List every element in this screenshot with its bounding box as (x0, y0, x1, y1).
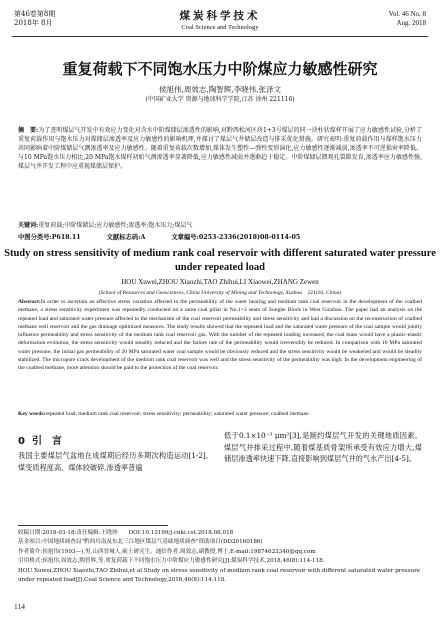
footnote-citation-zh: 引用格式:侯旭伟,周效志,陶智辉,等.重复荷载下不同饱水压力中阶煤应力敏感性研究[J].煤炭科学技术,2018,46(8):114-118. (18, 558, 325, 565)
header-right (389, 10, 426, 28)
abstract-en (18, 298, 422, 373)
affiliation-line: (中国矿业大学 资源与地球科学学院,江苏 徐州 221116) (145, 96, 295, 103)
intro-text-right: 低于0.1×10⁻³ μm²[3],是制约煤层气开发的关键地质因素。煤层气井排采过程中,随着煤基质骨架所承受有效应力增大,煤储层渗透率快速下降,直接影响到煤层气井的气水产出[4-5]。 (224, 431, 422, 463)
abstract-en-label: Abstract: (18, 299, 41, 305)
keywords-en-label: Key words: (18, 411, 46, 417)
paper-title-en: Study on stress sensitivity of medium rank coal reservoir with different saturated water pressure under repeated load (4, 248, 436, 273)
abstract-zh-label: 摘 要: (18, 127, 39, 134)
paper-title-zh: 重复荷载下不同饱水压力中阶煤应力敏感性研究 (62, 60, 378, 78)
footnote-citation-en: HOU Xuwei,ZHOU Xiaozhi,TAO Zhihui,et al.Study on stress sensitivity of medium rank coal reservoir with different saturated water pressure under repeated load[J].Coal Science and Technology,2018,46(8):114-118. (18, 567, 421, 584)
affiliation-en: (School of Resources and Geosciences, China University of Mining and Technology, Xuzhou 221116, China) (98, 290, 342, 296)
abstract-zh-text: 为了查明煤层气开发中有效应力变化对含水中阶煤储层渗透性的影响,对黔西松河区块1+3号煤层的同一块柱状煤样开展了应力敏感性试验,分析了重复荷载作用与饱水压力对煤储层渗透率及应力敏感性的影响机理,并探讨了煤层气井储层改造与排采优化措施。研究表明:重复荷载作用与煤样饱水压力共同影响着中阶煤储层气测渗透率及应力敏感性。随着重复荷载次数增加,煤体发生塑性—弹性变形演化,应力敏感性逐渐减弱,渗透率不可逆损害率降低。与10 MPa饱水压力相比,20 MPa饱水煤样初始气测渗透率显著降低,应力敏感性减弱并逐渐趋于稳定。中阶煤储层微观孔裂隙发育,渗透率应力敏感性强,煤层气井开发工程中应重视煤储层保护。 (18, 127, 422, 171)
authors-zh: 侯旭伟,周效志,陶智辉,李晓伟,张泽文 (158, 85, 282, 94)
footnote-funding: 基金项目:中国地质调查局"黔西川南及东北三江地区煤层气基础地质调查"资助项目(DD20160186) (18, 539, 263, 546)
journal-title-zh: 煤炭科学技术 (179, 10, 261, 22)
header-center (0, 8, 440, 31)
keywords-en (18, 410, 422, 418)
keywords-zh (18, 221, 422, 230)
date-zh: 2018年 8月 (14, 19, 53, 27)
section-heading (18, 432, 62, 447)
article-number: 文章编号:0253-2336(2018)08-0114-05 (171, 234, 301, 241)
abstract-zh (18, 126, 422, 171)
authors-en: HOU Xuwei,ZHOU Xiaozhi,TAO Zhihui,LI Xiaowei,ZHANG Zewen (121, 278, 319, 286)
footnote-author: 作者简介:侯旭伟(1993—),男,山西晋城人,硕士研究生。通信作者:周效志,副教授,博士,E-mail:19874623340@qq.com (18, 548, 316, 555)
volume-en: Vol. 46 No. 8 (388, 10, 426, 18)
date-en: Aug. 2018 (396, 19, 426, 27)
footnote-rule (18, 525, 168, 526)
abstract-en-text: In order to ascertain an effective stress variation affected to the permeability of the water bearing and medium rank coal reservoir in the development of the coalbed methane, a stress sensitivity experiment was repeatedly conducted on a same coal pillar in No.1+3 seam of Songhe Block in West Guizhou. The paper had an analysis on the repeated load and saturated water pressure affected to the mechanism of the coal reservoir permeability and stress sensitivity and had a discussion on the reconstruction of coalbed methane well reservoir and the gas drainage optimized measures. The study results showed that the repeated load and the saturated water pressure of the coal sample would jointly influence permeability and stress sensitivity of the medium rank coal reservoir gas. With the number of the repeated loading increased, the coal mass would have a plastic-elastic deformation evolution, the stress sensitivity would steadily reduced and the failure rate of the permeability would irreversibly be reduced. In comparison with 10 MPa saturated water pressure, the initial gas permeability of 20 MPa saturated water coal sample would be obviously reduced and the stress sensitivity would be weakened and would be steadily stabilized. The micropore crack development of the medium rank coal reservoir was well and the stress sensitivity of the permeability was high. In the development engineering of the coalbed methane, more attention should be paid to the protection of the coal reservoir. (18, 299, 422, 372)
page-number: 114 (14, 602, 25, 611)
keywords-en-text: repeated load; medium rank coal reservoir; stress sensitivity; permeability; saturated water pressure; coalbed methane (45, 411, 309, 417)
intro-text-left: 我国主要煤层气盆地在成煤期后经历多期次构造运动[1-2],煤变质程度高、煤体较破碎,渗透率普遍 (18, 451, 208, 472)
journal-title-en: Coal Science and Technology (181, 24, 259, 31)
document-code: 文献标志码:A (106, 234, 146, 241)
footnotes (18, 529, 422, 585)
keywords-zh-label: 关键词: (18, 222, 39, 229)
header-rule (12, 36, 428, 37)
affiliation-zh (0, 96, 440, 104)
section-title: 引 言 (31, 436, 62, 447)
body-column-left (18, 450, 208, 473)
clc-number: 中图分类号:P618.11 (18, 234, 81, 241)
section-number: 0 (18, 436, 25, 447)
classification-row (18, 232, 422, 241)
footnote-received: 收稿日期:2018-03-18;责任编辑:王晓珍 DOI:10.13199/j.cnki.cst.2018.08.018 (18, 530, 234, 536)
volume-zh: 第46卷第8期 (14, 10, 56, 18)
keywords-zh-text: 重复荷载;中阶煤储层;应力敏感性;渗透率;饱水压力;煤层气 (38, 222, 193, 229)
body-column-right (224, 430, 422, 465)
